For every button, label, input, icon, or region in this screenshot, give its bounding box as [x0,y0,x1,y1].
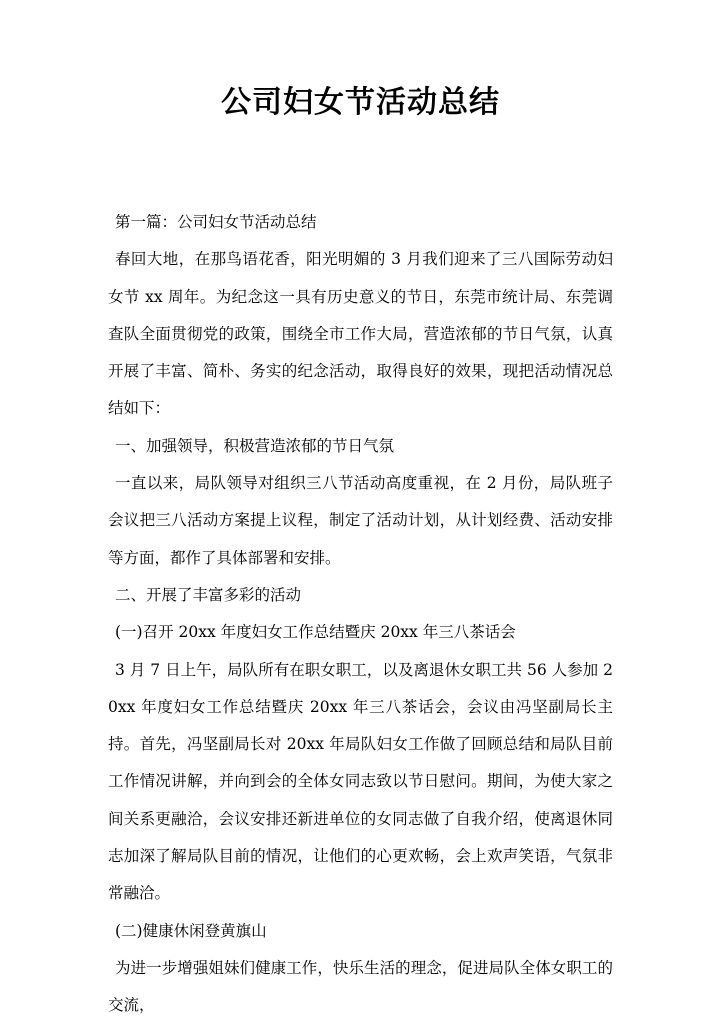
paragraph-subsection-1-body: 3 月 7 日上午，局队所有在职女职工，以及离退休女职工共 56 人参加 20xx 年度妇女工作总结暨庆 20xx 年三八茶话会，会议由冯坚副局长主持。首先，冯坚副局长对 20xx 年局队妇女工作做了回顾总结和局队目前工作情况讲解，并向到会的全体女同志致以节日慰问。期间，为使大家之间关系更融洽，会议安排还新进单位的女同志做了自我介绍，使离退休同志加深了解局队目前的情况，让他们的心更欢畅，会上欢声笑语，气氛非常融洽。 [108,660,613,903]
paragraph-subsection-2-heading: (二)健康休闲登黄旗山 [115,921,267,940]
paragraph-subsection-2-body: 为进一步增强姐妹们健康工作，快乐生活的理念，促进局队全体女职工的交流， [108,958,613,1015]
paragraph-section-1-heading: 一、加强领导，积极营造浓郁的节日气氛 [115,436,395,455]
paragraph-section-2-heading: 二、开展了丰富多彩的活动 [115,585,302,604]
paragraph-section-1-body: 一直以来，局队领导对组织三八节活动高度重视，在 2 月份，局队班子会议把三八活动方案提上议程，制定了活动计划，从计划经费、活动安排等方面，都作了具体部署和安排。 [108,474,613,567]
paragraph-subsection-1-heading: (一)召开 20xx 年度妇女工作总结暨庆 20xx 年三八茶话会 [115,623,516,642]
paragraph-intro: 春回大地，在那鸟语花香，阳光明媚的 3 月我们迎来了三八国际劳动妇女节 xx 周年。为纪念这一具有历史意义的节日，东莞市统计局、东莞调查队全面贯彻党的政策，围绕全市工作大局，营造浓郁的节日气氛，认真开展了丰富、简朴、务实的纪念活动，取得良好的效果，现把活动情况总结如下： [108,250,613,418]
document-title: 公司妇女节活动总结 [221,85,500,120]
paragraph-heading-first-article: 第一篇：公司妇女节活动总结 [115,213,317,231]
document-body [108,204,613,1020]
